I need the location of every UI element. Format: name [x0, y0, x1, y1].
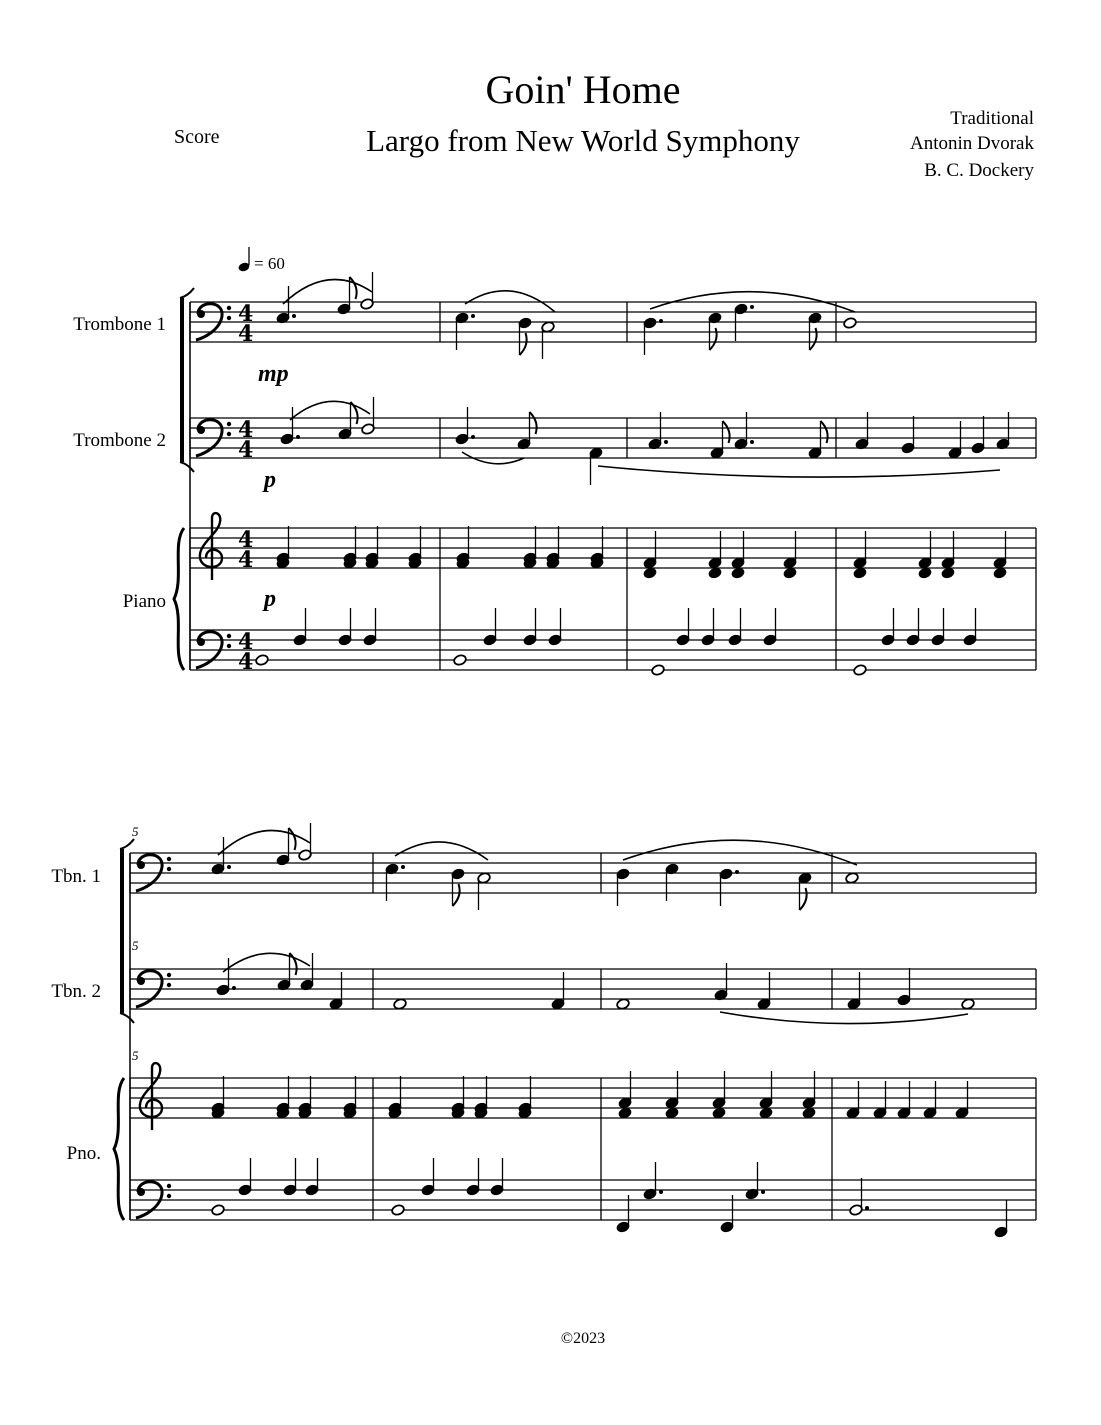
flag: [810, 328, 817, 350]
notehead: [453, 654, 467, 666]
slurs: [218, 280, 1000, 1024]
score-label: Score: [174, 126, 220, 148]
notehead: [783, 567, 797, 579]
time-signature: 4: [238, 437, 254, 463]
dynamic-mp: mp: [258, 361, 289, 387]
slur: [283, 280, 372, 305]
credit-traditional: Traditional: [950, 108, 1034, 129]
dot: [761, 1190, 765, 1194]
dot: [471, 314, 475, 318]
notehead: [731, 567, 745, 579]
dot: [227, 865, 231, 869]
bracket: [180, 298, 184, 462]
notehead: [211, 1204, 225, 1216]
time-signature: 4: [238, 321, 254, 347]
instrument-label-trombone-2: Trombone 2: [73, 430, 166, 451]
brace: [114, 1078, 124, 1220]
bracket-hook: [180, 288, 194, 298]
brace: [174, 528, 184, 670]
bracket-hook: [180, 462, 194, 472]
dot: [664, 440, 668, 444]
notehead: [845, 872, 859, 884]
flag: [710, 328, 717, 350]
dot: [296, 435, 300, 439]
flag: [520, 333, 527, 355]
bracket-hook: [120, 839, 134, 849]
score-title: Goin' Home: [485, 67, 681, 112]
instrument-label-trombone-1: Trombone 1: [73, 314, 166, 335]
dot: [735, 870, 739, 874]
notehead: [843, 317, 857, 329]
flag: [350, 277, 357, 299]
notehead: [643, 567, 657, 579]
notehead: [961, 998, 975, 1010]
notehead: [665, 1107, 679, 1119]
flag: [821, 421, 828, 443]
time-signature: 4: [238, 649, 254, 675]
measure-number-pno: 5: [132, 1048, 139, 1063]
notehead: [712, 1107, 726, 1119]
instrument-label-tbn-1: Tbn. 1: [51, 866, 101, 887]
notehead: [708, 567, 722, 579]
notehead: [391, 1204, 405, 1216]
measure-number-tbn1: 5: [132, 824, 139, 839]
notehead: [759, 1107, 773, 1119]
credit-arranger: B. C. Dockery: [924, 160, 1034, 181]
dot: [659, 319, 663, 323]
notehead: [616, 998, 630, 1010]
dynamic-p-piano: p: [264, 586, 276, 612]
score-subtitle: Largo from New World Symphony: [366, 123, 800, 158]
dot: [292, 314, 296, 318]
copyright: ©2023: [560, 1330, 606, 1347]
dynamic-p-trombone: p: [264, 467, 276, 493]
flag: [723, 421, 730, 443]
flag: [289, 828, 296, 850]
notehead: [918, 567, 932, 579]
dot: [865, 1206, 869, 1210]
slur: [395, 842, 488, 860]
time-signature: 4: [238, 629, 254, 655]
time-signature: 4: [238, 301, 254, 327]
notehead: [393, 998, 407, 1010]
notehead: [853, 664, 867, 676]
bracket: [120, 849, 124, 1013]
notehead: [651, 664, 665, 676]
notehead: [993, 567, 1007, 579]
dot: [750, 440, 754, 444]
notes: [211, 272, 1010, 1238]
flag: [453, 884, 460, 906]
credit-composer: Antonin Dvorak: [909, 133, 1034, 154]
time-signature: 4: [238, 527, 254, 553]
flag: [800, 888, 807, 910]
dot: [659, 1190, 663, 1194]
system-brackets: [114, 288, 194, 1220]
dot: [750, 305, 754, 309]
dot: [401, 865, 405, 869]
staff-lines: [130, 302, 1036, 1220]
notehead: [853, 567, 867, 579]
notehead: [255, 654, 269, 666]
dot: [471, 435, 475, 439]
instrument-label-tbn-2: Tbn. 2: [51, 981, 101, 1002]
measure-number-tbn2: 5: [132, 938, 139, 953]
notehead: [618, 1107, 632, 1119]
treble-clef-icon: [200, 513, 222, 580]
slur: [598, 466, 1000, 477]
instrument-label-pno: Pno.: [66, 1143, 101, 1164]
dot: [232, 986, 236, 990]
flag: [530, 412, 537, 434]
treble-clef-icon: [140, 1063, 162, 1130]
instrument-label-piano: Piano: [122, 591, 166, 612]
notehead: [941, 567, 955, 579]
time-signature: 4: [238, 547, 254, 573]
tempo-note-icon: [237, 247, 250, 273]
tempo-marking: = 60: [254, 254, 285, 273]
slur: [720, 1012, 968, 1024]
barlines: [130, 302, 1036, 1220]
notehead: [802, 1107, 816, 1119]
time-signature: 4: [238, 417, 254, 443]
bracket-hook: [120, 1013, 134, 1023]
